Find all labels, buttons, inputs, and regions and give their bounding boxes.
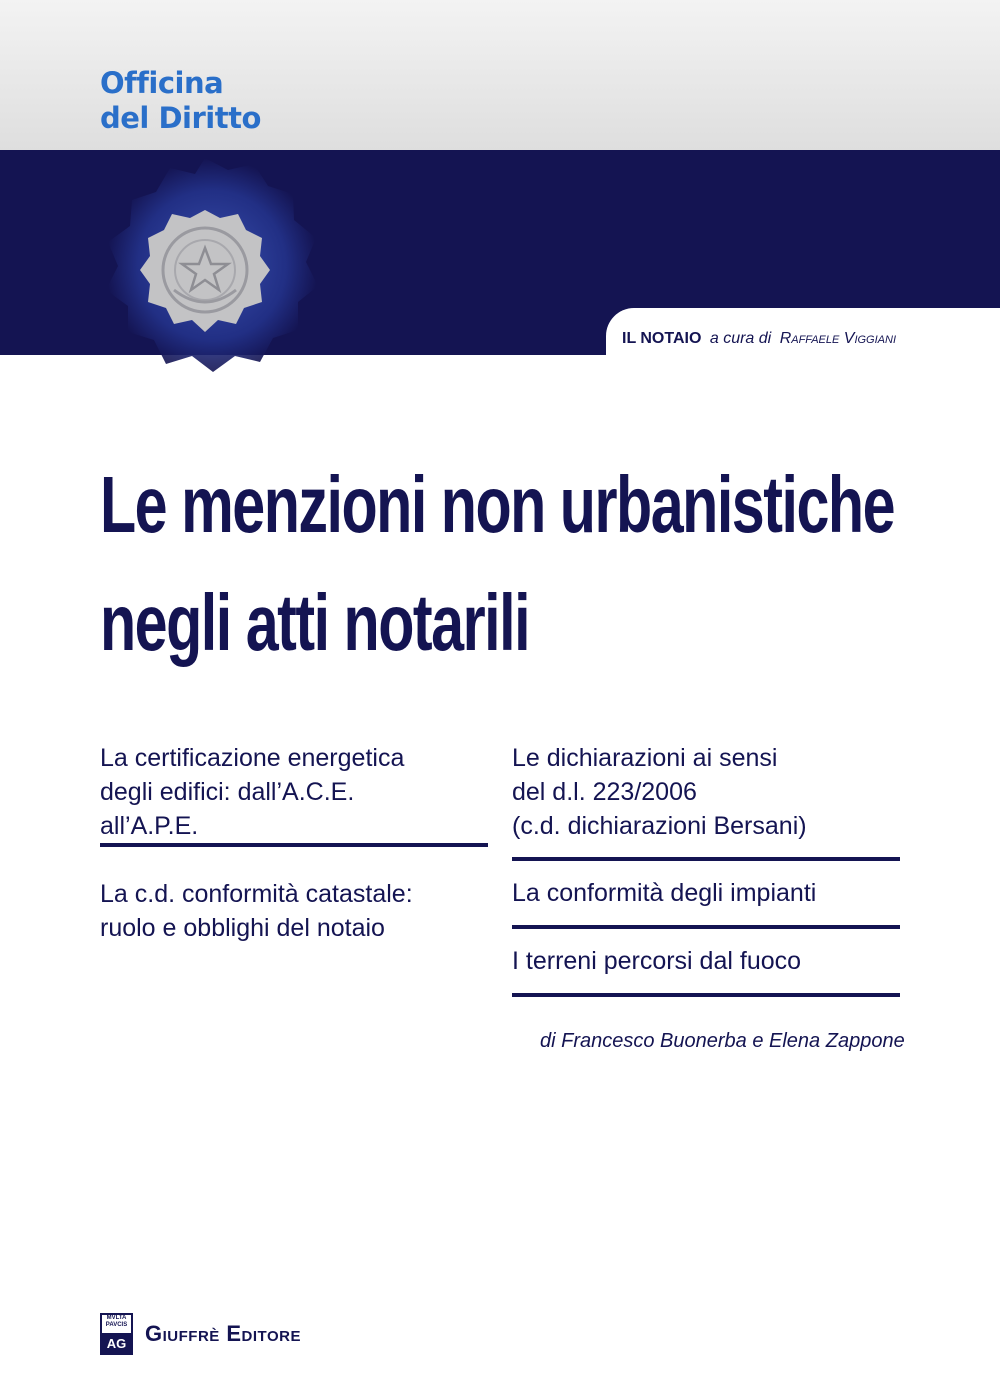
- series-name-line-1: Officina: [100, 66, 224, 100]
- series-name: [100, 66, 261, 136]
- topic-divider: [512, 993, 900, 997]
- subseries-line: [622, 330, 896, 348]
- book-title: [100, 446, 894, 682]
- book-title-line-2: negli atti notarili: [100, 578, 530, 667]
- topic-divider: [512, 925, 900, 929]
- topic-divider: [512, 857, 900, 861]
- seal-emblem-icon: [78, 150, 333, 385]
- book-title-line-1: Le menzioni non urbanistiche: [100, 460, 895, 549]
- curator-prefix: a cura di: [709, 330, 772, 347]
- topic-fire-land: I terreni percorsi dal fuoco: [512, 947, 802, 975]
- publisher-logo-initials: AG: [102, 1335, 131, 1353]
- authors: di Francesco Buonerba e Elena Zappone: [540, 1030, 905, 1052]
- publisher-logo-icon: [100, 1313, 133, 1355]
- series-name-line-2: del Diritto: [100, 101, 261, 135]
- topic-energy-certification: La certificazione energetica degli edifici: dall’A.C.E. all’A.P.E.: [100, 744, 405, 840]
- topic-bersani-declarations: Le dichiarazioni ai sensi del d.l. 223/2006 (c.d. dichiarazioni Bersani): [512, 744, 807, 840]
- topic-cadastral-conformity: La c.d. conformità catastale: ruolo e obblighi del notaio: [100, 880, 413, 942]
- publisher-logo-motto: MVLTA PAVCIS: [102, 1315, 131, 1335]
- topic-systems-conformity: La conformità degli impianti: [512, 879, 817, 907]
- publisher: [100, 1312, 301, 1356]
- curator-name: Raffaele Viggiani: [779, 330, 897, 347]
- topic-divider: [100, 843, 488, 847]
- publisher-name: Giuffrè Editore: [145, 1321, 301, 1346]
- subseries-name: IL NOTAIO: [622, 330, 702, 347]
